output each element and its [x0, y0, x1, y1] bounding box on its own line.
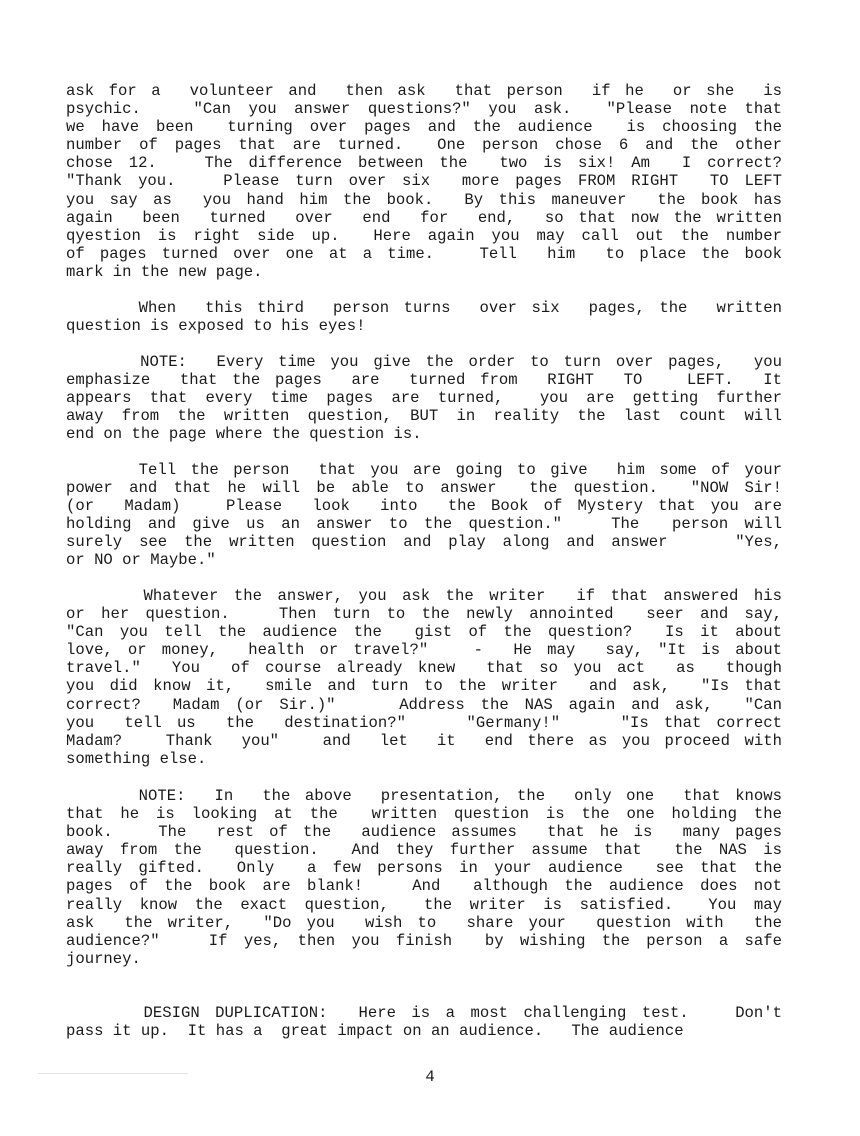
text-line: Tell the person that you are going to give him some of your: [66, 461, 782, 479]
text-line: number of pages that are turned. One person chose 6 and the other: [66, 136, 782, 155]
text-line: "Can you tell the audience the gist of the question? Is it about: [66, 623, 782, 642]
text-line: question is exposed to his eyes!: [66, 317, 366, 336]
text-line: pass it up. It has a great impact on an audience. The audience: [66, 1022, 684, 1041]
text-line: correct? Madam (or Sir.)" Address the NAS again and ask, "Can: [66, 695, 782, 714]
text-line: book. The rest of the audience assumes that he is many pages: [66, 823, 782, 842]
text-line: qyestion is right side up. Here again you may call out the number: [66, 226, 782, 245]
text-line: you say as you hand him the book. By this maneuver the book has: [66, 190, 782, 209]
text-line: journey.: [66, 949, 141, 968]
text-line: "Thank you. Please turn over six more pages FROM RIGHT TO LEFT: [66, 172, 782, 191]
text-line: chose 12. The difference between the two is six! Am I correct?: [66, 154, 782, 173]
text-line: DESIGN DUPLICATION: Here is a most challenging test. Don't: [66, 1004, 782, 1022]
text-line: you did know it, smile and turn to the writer and ask, "Is that: [66, 677, 782, 696]
text-line: away from the question. And they further assume that the NAS is: [66, 841, 782, 860]
paragraph-note-turning-pages: [66, 353, 782, 443]
text-line: that he is looking at the written question is the one holding the: [66, 805, 782, 824]
text-line: really know the exact question, the writer is satisfied. You may: [66, 895, 782, 914]
text-line: ask the writer, "Do you wish to share your question with the: [66, 913, 782, 932]
text-line: psychic. "Can you answer questions?" you ask. "Please note that: [66, 100, 782, 119]
text-line: really gifted. Only a few persons in your audience see that the: [66, 859, 782, 878]
paragraph-third-person: [66, 299, 782, 335]
text-line: we have been turning over pages and the audience is choosing the: [66, 118, 782, 137]
text-line: or NO or Maybe.": [66, 551, 216, 570]
page-number: 4: [425, 1068, 435, 1086]
text-line: power and that he will be able to answer the question. "NOW Sir!: [66, 479, 782, 498]
text-line: pages of the book are blank! And although the audience does not: [66, 877, 782, 896]
text-line: emphasize that the pages are turned from RIGHT TO LEFT. It: [66, 371, 782, 390]
paragraph-note-presentation: [66, 787, 782, 968]
text-line: holding and give us an answer to the question." The person will: [66, 515, 782, 534]
text-line: something else.: [66, 749, 207, 768]
text-line: appears that every time pages are turned, you are getting further: [66, 389, 782, 408]
text-line: you tell us the destination?" "Germany!" "Is that correct: [66, 713, 782, 732]
text-line: Whatever the answer, you ask the writer if that answered his: [66, 587, 782, 605]
text-line: of pages turned over one at a time. Tell him to place the book: [66, 244, 782, 263]
text-line: ask for a volunteer and then ask that person if he or she is: [66, 82, 782, 100]
text-line: again been turned over end for end, so that now the written: [66, 208, 782, 227]
paragraph-whatever-answer: [66, 587, 782, 768]
text-line: NOTE: Every time you give the order to turn over pages, you: [66, 353, 782, 371]
paragraph-psychic-volunteer: [66, 82, 782, 281]
paragraph-give-power: [66, 461, 782, 570]
text-line: Madam? Thank you" and let it end there as you proceed with: [66, 731, 782, 750]
text-line: audience?" If yes, then you finish by wishing the person a safe: [66, 931, 782, 950]
text-line: surely see the written question and play along and answer "Yes,: [66, 533, 782, 552]
text-line: mark in the new page.: [66, 262, 263, 281]
text-line: away from the written question, BUT in reality the last count will: [66, 407, 782, 426]
text-line: end on the page where the question is.: [66, 425, 422, 444]
text-line: or her question. Then turn to the newly annointed seer and say,: [66, 605, 782, 624]
text-line: When this third person turns over six pages, the written: [66, 299, 782, 317]
text-line: travel." You of course already knew that so you act as though: [66, 659, 782, 678]
text-line: NOTE: In the above presentation, the only one that knows: [66, 787, 782, 805]
text-line: (or Madam) Please look into the Book of Mystery that you are: [66, 497, 782, 516]
paragraph-design-duplication: [66, 1004, 782, 1040]
text-line: love, or money, health or travel?" - He may say, "It is about: [66, 641, 782, 660]
